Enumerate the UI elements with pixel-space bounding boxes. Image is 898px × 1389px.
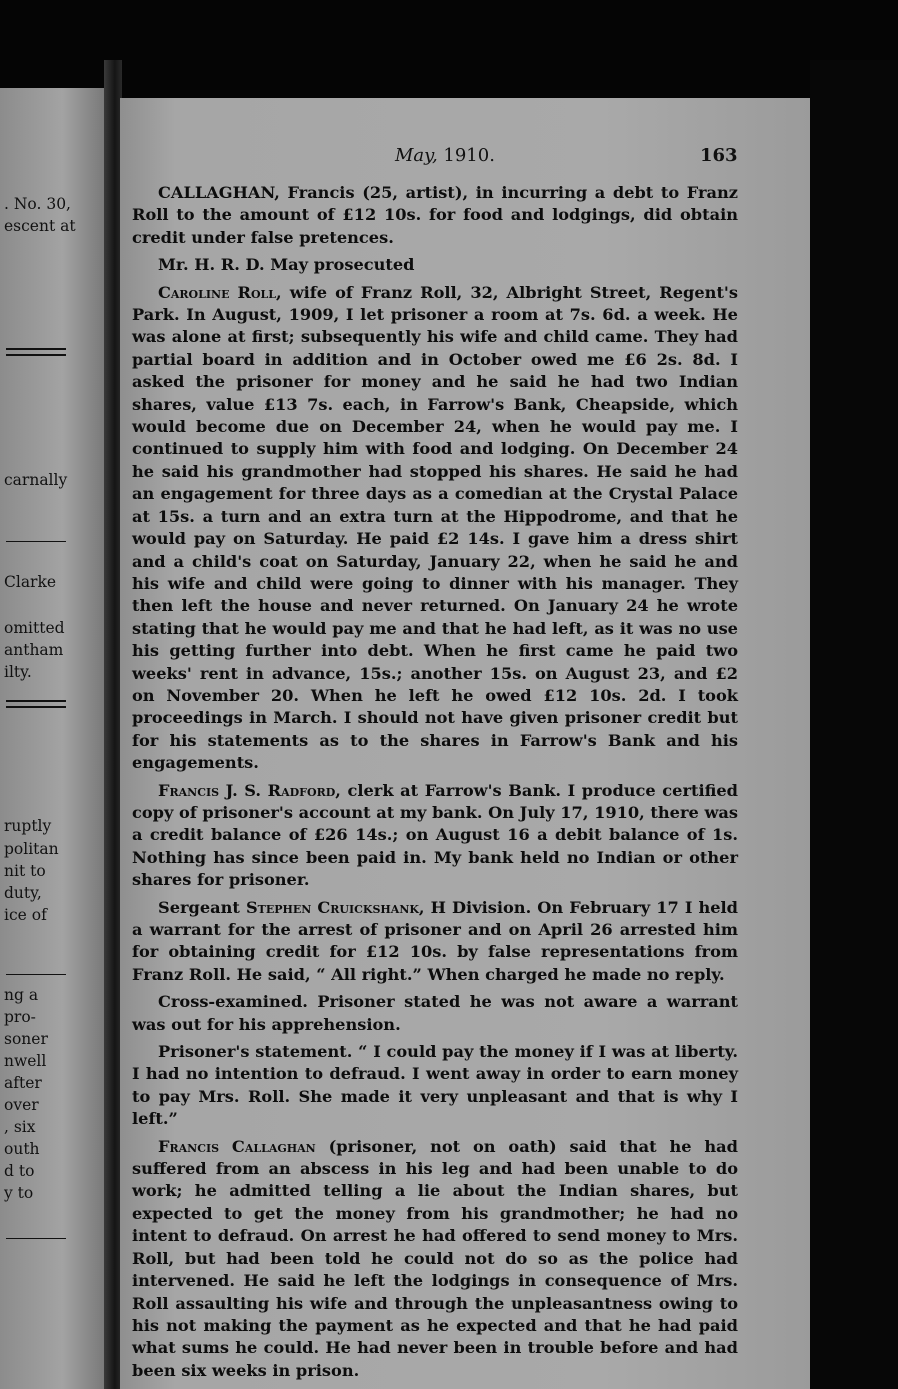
left-fragment: Clarke bbox=[4, 573, 57, 591]
indictment-paragraph: CALLAGHAN, Francis (25, artist), in incurring a debt to Franz Roll to the amount of £12 10s. for food and lodgings, did obtain credit under false pretences. bbox=[132, 183, 738, 247]
left-fragment: omitted bbox=[4, 619, 65, 637]
left-fragment: carnally bbox=[4, 471, 68, 489]
left-fragment: duty, bbox=[4, 884, 42, 902]
left-fragment: nwell bbox=[4, 1052, 47, 1070]
left-fragment: politan bbox=[4, 840, 59, 858]
counsel-paragraph: Mr. H. R. D. May prosecuted bbox=[158, 255, 415, 275]
left-fragment: after bbox=[4, 1074, 42, 1092]
witness-rank: Sergeant bbox=[158, 897, 246, 917]
left-rule bbox=[6, 706, 66, 708]
prisoner-statement-paragraph: Prisoner's statement. “ I could pay the money if I was at liberty. I had no intention to defraud. I went away in order to earn money to pay Mrs. Roll. She made it very unpleasant and that is why I left.” bbox=[132, 1042, 738, 1129]
left-fragment: ice of bbox=[4, 906, 47, 924]
left-fragment: d to bbox=[4, 1162, 35, 1180]
witness-name: Caroline Roll, bbox=[158, 282, 282, 302]
witness-roll-paragraph bbox=[132, 282, 738, 775]
witness-cruickshank-paragraph bbox=[132, 897, 738, 987]
left-rule bbox=[6, 1238, 66, 1239]
witness-testimony: H Division. On February 17 I held a warrant for the arrest of prisoner and on April 26 arrested him for obtaining credit for £12 10s. by false representations from Franz Roll. He said, “ All right.” When charged he made no reply. bbox=[132, 897, 738, 984]
left-rule bbox=[6, 354, 66, 356]
running-month: May, bbox=[395, 145, 438, 166]
defence-paragraph bbox=[132, 1136, 738, 1382]
left-fragment: ng a bbox=[4, 986, 39, 1004]
main-page bbox=[120, 98, 810, 1389]
witness-radford-paragraph bbox=[132, 780, 738, 892]
left-rule bbox=[6, 348, 66, 350]
left-fragment: nit to bbox=[4, 862, 46, 880]
witness-testimony: clerk at Farrow's Bank. I produce certified copy of prisoner's account at my bank. On July 17, 1910, there was a credit balance of £26 14s.; on August 16 a debit balance of 1s. Nothing has since been paid in. My bank held no Indian or other shares for prisoner. bbox=[132, 780, 738, 890]
running-head bbox=[120, 145, 810, 169]
running-title bbox=[395, 145, 495, 166]
dark-background-edge bbox=[810, 60, 898, 1389]
witness-name: Francis J. S. Radford, bbox=[158, 780, 341, 800]
left-rule bbox=[6, 700, 66, 702]
left-fragment: outh bbox=[4, 1140, 40, 1158]
defence-text: (prisoner, not on oath) said that he had suffered from an abscess in his leg and had been unable to do work; he admitted telling a lie about the Indian shares, but expected to get the money from his grandmother; he had no intent to defraud. On arrest he had offered to send money to Mrs. Roll, but had been told he could not do so as the police had intervened. He said he left the lodgings in consequence of Mrs. Roll assaulting his wife and through the unpleasantness owing to his not making the payment as he expected and that he had paid what sums he could. He had never been in trouble before and had been six weeks in prison. bbox=[132, 1136, 738, 1380]
left-fragment: , six bbox=[4, 1118, 36, 1136]
left-rule bbox=[6, 974, 66, 975]
body-text bbox=[132, 182, 738, 1387]
left-rule bbox=[6, 541, 66, 542]
page-number: 163 bbox=[700, 145, 738, 166]
left-fragment: over bbox=[4, 1096, 39, 1114]
left-fragment: escent at bbox=[4, 217, 76, 235]
running-year: 1910. bbox=[443, 145, 495, 166]
left-fragment: antham bbox=[4, 641, 64, 659]
left-fragment: y to bbox=[4, 1184, 34, 1202]
left-fragment: soner bbox=[4, 1030, 48, 1048]
defendant-name: Francis Callaghan bbox=[158, 1136, 316, 1156]
cross-examination-paragraph: Cross-examined. Prisoner stated he was not aware a warrant was out for his apprehension. bbox=[132, 992, 738, 1034]
facing-page-fragment bbox=[0, 88, 104, 1389]
witness-testimony: wife of Franz Roll, 32, Albright Street, Regent's Park. In August, 1909, I let prisoner a room at 7s. 6d. a week. He was alone at first; subsequently his wife and child came. They had partial board in addition and in October owed me £6 2s. 8d. I asked the prisoner for money and he said he had two Indian shares, value £13 7s. each, in Farrow's Bank, Cheapside, which would become due on December 24, when he would pay me. I continued to supply him with food and lodging. On December 24 he said his grandmother had stopped his shares. He said he had an engagement for three days as a comedian at the Crystal Palace at 15s. a turn and an extra turn at the Hippodrome, and that he would pay on Saturday. He paid £2 14s. I gave him a dress shirt and a child's coat on Saturday, January 22, when he said he and his wife and child were going to dinner with his manager. They then left the house and never returned. On January 24 he wrote stating that he would pay me and that he had left, as it was no use his getting further into debt. When he first came he paid two weeks' rent in advance, 15s.; another 15s. on August 23, and £2 on November 20. When he left he owed £12 10s. 2d. I took proceedings in March. I should not have given prisoner credit but for his statements as to the shares in Farrow's Bank and his engagements. bbox=[132, 282, 738, 773]
left-fragment: ilty. bbox=[4, 663, 32, 681]
left-fragment: pro- bbox=[4, 1008, 36, 1026]
left-fragment: ruptly bbox=[4, 817, 52, 835]
left-fragment: . No. 30, bbox=[4, 195, 71, 213]
witness-name: Stephen Cruickshank, bbox=[245, 897, 425, 917]
